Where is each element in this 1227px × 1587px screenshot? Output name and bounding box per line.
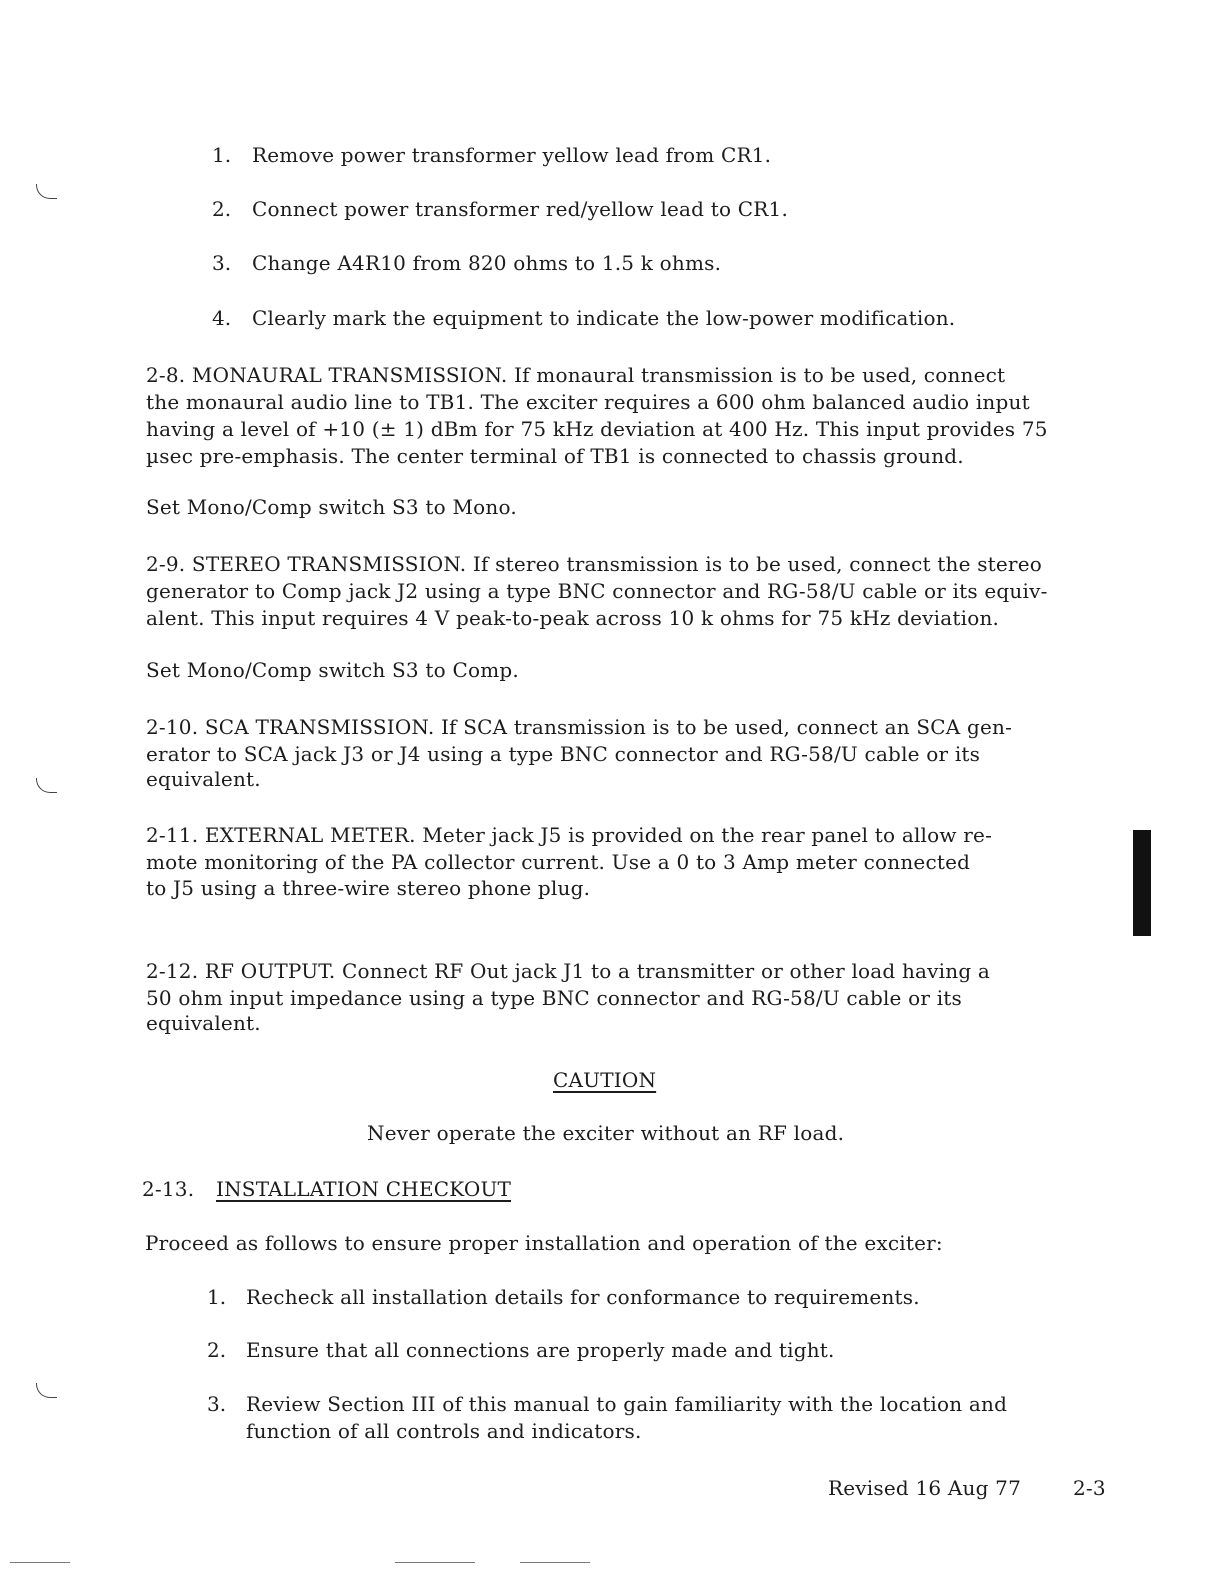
switch-note-comp: Set Mono/Comp switch S3 to Comp. (146, 658, 519, 682)
scan-artifact-line (395, 1562, 475, 1563)
step-a1-num: 1. (212, 143, 232, 167)
caution-text: Never operate the exciter without an RF load. (367, 1121, 845, 1145)
section-intro: Proceed as follows to ensure proper installation and operation of the exciter: (145, 1231, 943, 1255)
page-number: 2-3 (1073, 1476, 1106, 1500)
step-a4-text: Clearly mark the equipment to indicate the low-power modification. (252, 306, 956, 330)
paragraph-line: equivalent. (146, 1011, 261, 1035)
scan-artifact-line (520, 1562, 590, 1563)
scan-artifact-line (10, 1562, 70, 1563)
paragraph-line: 2-9. STEREO TRANSMISSION. If stereo transmission is to be used, connect the stereo (146, 552, 1042, 576)
step-a2-num: 2. (212, 197, 232, 221)
caution-title: CAUTION (553, 1068, 657, 1092)
step-b3-text-line-2: function of all controls and indicators. (246, 1419, 642, 1443)
section-heading: INSTALLATION CHECKOUT (216, 1177, 512, 1201)
section-number: 2-13. (142, 1177, 195, 1201)
paragraph-line: µsec pre-emphasis. The center terminal of TB1 is connected to chassis ground. (146, 444, 964, 468)
paragraph-line: erator to SCA jack J3 or J4 using a type BNC connector and RG-58/U cable or its (146, 742, 981, 766)
paragraph-line: 50 ohm input impedance using a type BNC connector and RG-58/U cable or its (146, 986, 963, 1010)
paragraph-line: equivalent. (146, 767, 261, 791)
step-a3-num: 3. (212, 251, 232, 275)
switch-note-mono: Set Mono/Comp switch S3 to Mono. (146, 495, 517, 519)
paragraph-line: to J5 using a three-wire stereo phone plug. (146, 876, 591, 900)
step-b3-text-line-1: Review Section III of this manual to gain familiarity with the location and (246, 1392, 1008, 1416)
revision-date: Revised 16 Aug 77 (828, 1476, 1021, 1500)
step-b1-num: 1. (207, 1285, 227, 1309)
step-b2-num: 2. (207, 1338, 227, 1362)
binding-mark-bottom (36, 1383, 57, 1398)
step-b2-text: Ensure that all connections are properly made and tight. (246, 1338, 835, 1362)
binding-mark-middle (36, 778, 57, 793)
paragraph-line: the monaural audio line to TB1. The exciter requires a 600 ohm balanced audio input (146, 390, 1030, 414)
paragraph-line: mote monitoring of the PA collector current. Use a 0 to 3 Amp meter connected (146, 850, 971, 874)
paragraph-line: generator to Comp jack J2 using a type BNC connector and RG-58/U cable or its equiv- (146, 579, 1048, 603)
paragraph-line: alent. This input requires 4 V peak-to-peak across 10 k ohms for 75 kHz deviation. (146, 606, 1000, 630)
binding-mark-top (36, 184, 57, 199)
step-b3-num: 3. (207, 1392, 227, 1416)
step-a3-text: Change A4R10 from 820 ohms to 1.5 k ohms. (252, 251, 722, 275)
step-a4-num: 4. (212, 306, 232, 330)
paragraph-line: 2-10. SCA TRANSMISSION. If SCA transmission is to be used, connect an SCA gen- (146, 715, 1013, 739)
paragraph-line: 2-12. RF OUTPUT. Connect RF Out jack J1 to a transmitter or other load having a (146, 959, 991, 983)
step-a1-text: Remove power transformer yellow lead from CR1. (252, 143, 772, 167)
revision-change-bar (1133, 830, 1151, 936)
step-a2-text: Connect power transformer red/yellow lead to CR1. (252, 197, 789, 221)
paragraph-line: 2-11. EXTERNAL METER. Meter jack J5 is provided on the rear panel to allow re- (146, 823, 993, 847)
step-b1-text: Recheck all installation details for conformance to requirements. (246, 1285, 920, 1309)
paragraph-line: having a level of +10 (± 1) dBm for 75 kHz deviation at 400 Hz. This input provides 75 (146, 417, 1048, 441)
paragraph-line: 2-8. MONAURAL TRANSMISSION. If monaural transmission is to be used, connect (146, 363, 1006, 387)
